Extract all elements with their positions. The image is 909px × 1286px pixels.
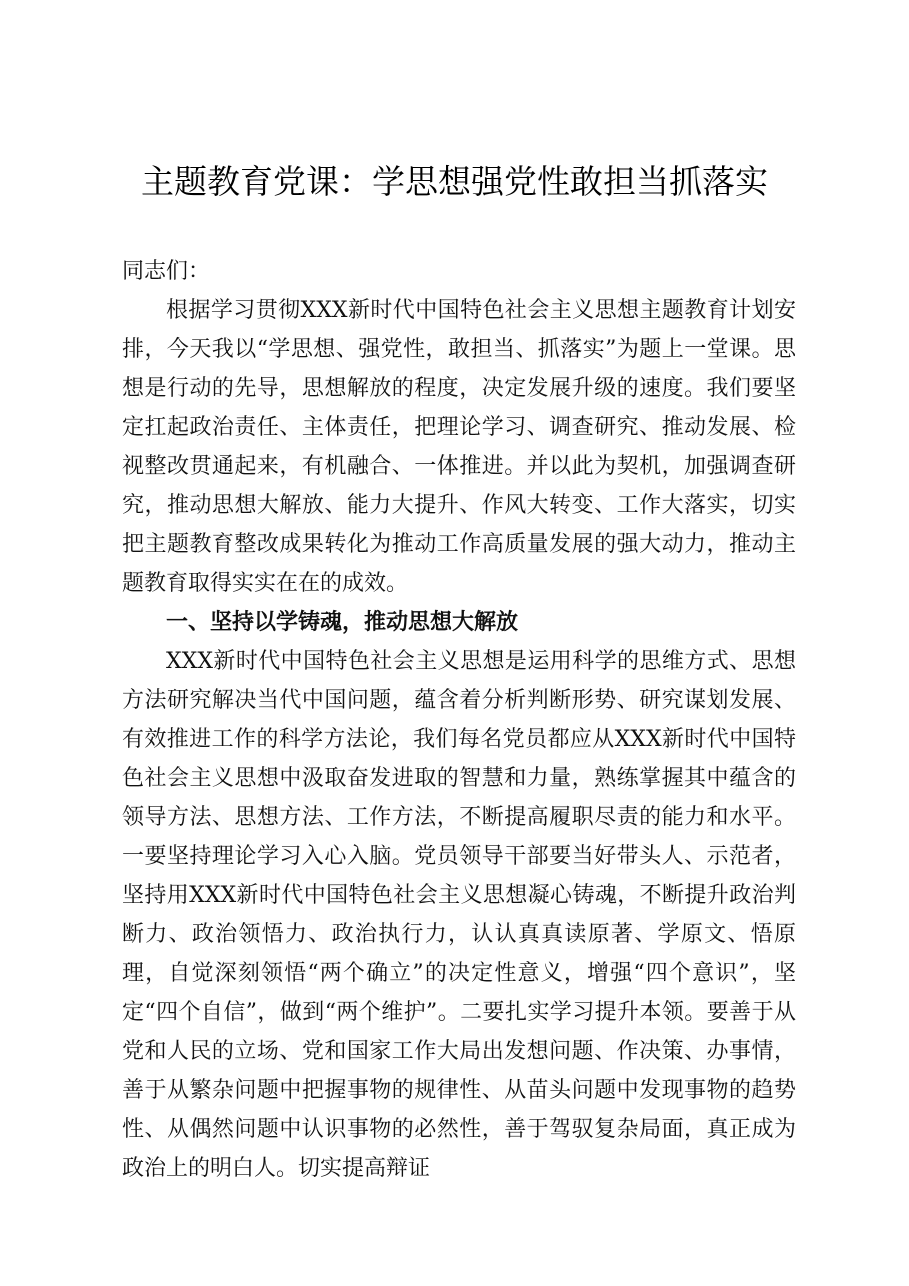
salutation: 同志们： <box>122 259 211 284</box>
document-body <box>122 252 796 1188</box>
intro-paragraph: 根据学习贯彻XXX新时代中国特色社会主义思想主题教育计划安排，今天我以“学思想、强党性，敢担当、抓落实”为题上一堂课。思想是行动的先导，思想解放的程度，决定发展升级的速度。我们要坚定扛起政治责任、主体责任，把理论学习、调查研究、推动发展、检视整改贯通起来，有机融合、一体推进。并以此为契机，加强调查研究，推动思想大解放、能力大提升、作风大转变、工作大落实，切实把主题教育整改成果转化为推动工作高质量发展的强大动力，推动主题教育取得实实在在的成效。 <box>122 298 796 596</box>
section-paragraph: XXX新时代中国特色社会主义思想是运用科学的思维方式、思想方法研究解决当代中国问题，蕴含着分析判断形势、研究谋划发展、有效推进工作的科学方法论，我们每名党员都应从XXX新时代中国特色社会主义思想中汲取奋发进取的智慧和力量，熟练掌握其中蕴含的领导方法、思想方法、工作方法，不断提高履职尽责的能力和水平。一要坚持理论学习入心入脑。党员领导干部要当好带头人、示范者，坚持用XXX新时代中国特色社会主义思想凝心铸魂，不断提升政治判断力、政治领悟力、政治执行力，认认真真读原著、学原文、悟原理，自觉深刻领悟“两个确立”的决定性意义，增强“四个意识”，坚定“四个自信”，做到“两个维护”。二要扎实学习提升本领。要善于从党和人民的立场、党和国家工作大局出发想问题、作决策、办事情，善于从繁杂问题中把握事物的规律性、从苗头问题中发现事物的趋势性、从偶然问题中认识事物的必然性，善于驾驭复杂局面，真正成为政治上的明白人。切实提高辩证 <box>122 649 796 1181</box>
section-heading: 一、坚持以学铸魂，推动思想大解放 <box>166 610 519 635</box>
document-title: 主题教育党课：学思想强党性敢担当抓落实 <box>141 162 768 201</box>
